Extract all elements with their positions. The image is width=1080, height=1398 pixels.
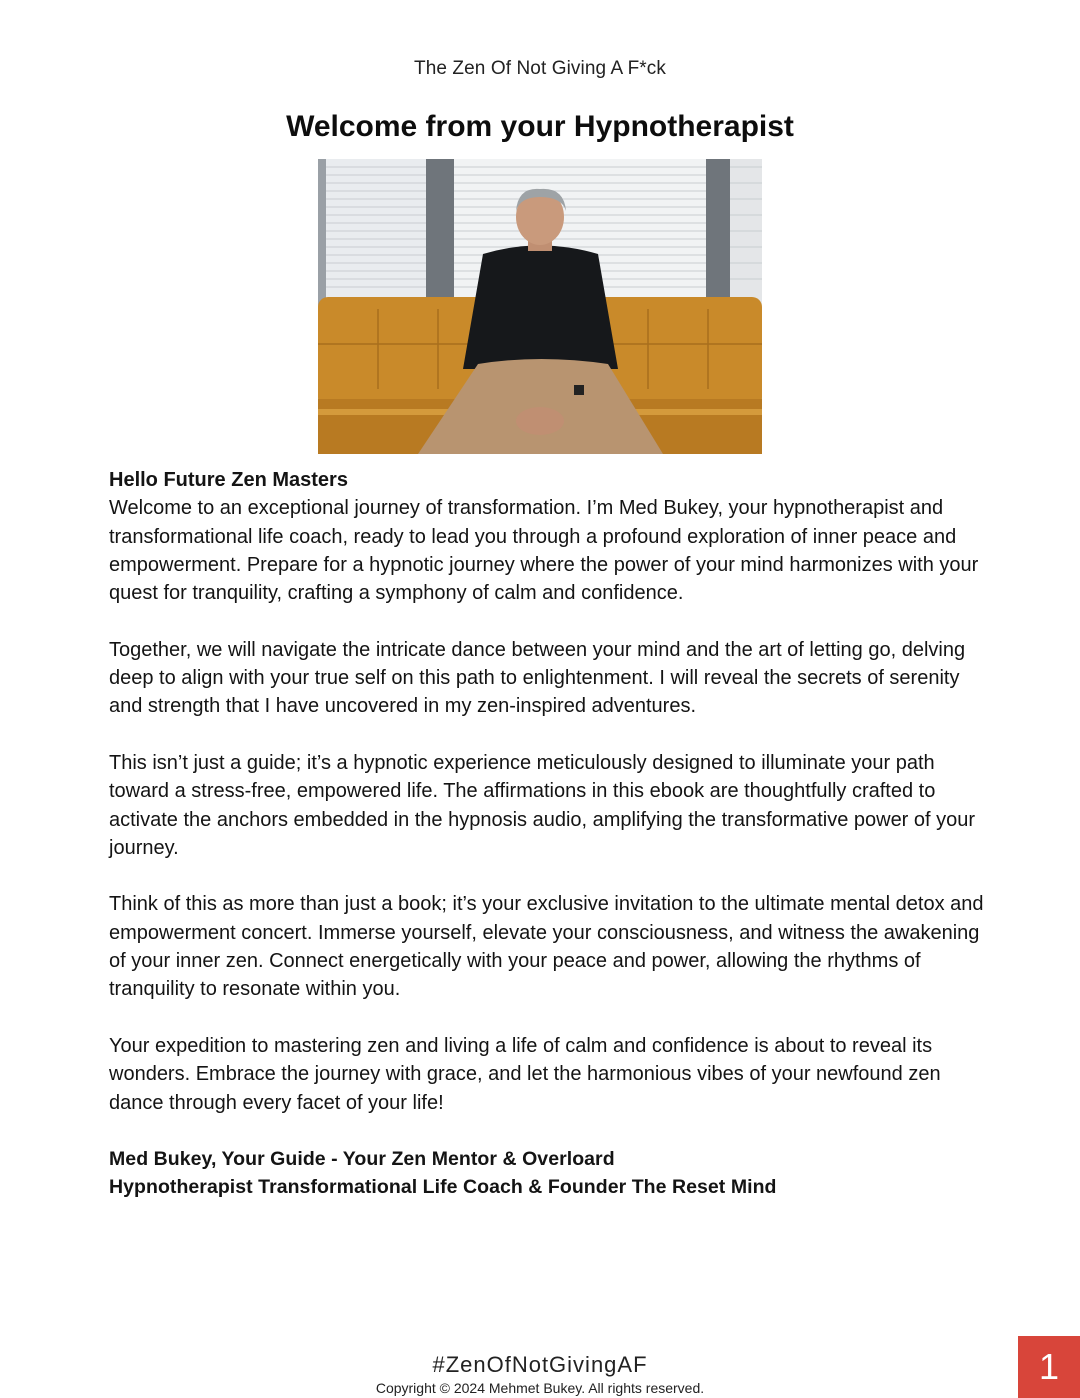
letter-paragraph-5: Your expedition to mastering zen and living a life of calm and confidence is about to reveal its wonders. Embrace the journey with grace, and let the harmonious vibes of your newfound zen dance through every facet of your life! <box>109 1034 941 1114</box>
letter-paragraph-4: Think of this as more than just a book; it’s your exclusive invitation to the ultimate mental detox and empowerment concert. Immerse yourself, elevate your consciousness, and witness the awakening of your inner zen. Connect energetically with your peace and power, allowing the rhythms of tranquility to resonate within you. <box>109 893 984 1001</box>
letter-paragraph-1: Welcome to an exceptional journey of transformation. I’m Med Bukey, your hypnotherapist and transformational life coach, ready to lead you through a profound exploration of inner peace and empowerment. Prepare for a hypnotic journey where the power of your mind harmonizes with your quest for tranquility, crafting a symphony of calm and confidence. <box>109 497 979 605</box>
portrait-photo <box>318 159 762 454</box>
signature-line-2: Hypnotherapist Transformational Life Coach & Founder The Reset Mind <box>109 1176 777 1199</box>
portrait-photo-icon <box>318 159 762 454</box>
page-title: Welcome from your Hypnotherapist <box>286 110 794 143</box>
letter-paragraph-3: This isn’t just a guide; it’s a hypnotic experience meticulously designed to illuminate your path toward a stress-free, empowered life. The affirmations in this ebook are thoughtfully crafted to activate the anchors embedded in the hypnosis audio, amplifying the transformative power of your journey. <box>109 751 976 859</box>
footer-hashtag: #ZenOfNotGivingAF <box>432 1352 648 1377</box>
letter-body <box>109 466 989 1202</box>
running-header: The Zen Of Not Giving A F*ck <box>413 58 666 79</box>
letter-greeting: Hello Future Zen Masters <box>109 469 348 491</box>
page-number-badge: 1 <box>1018 1336 1080 1398</box>
footer-copyright: Copyright © 2024 Mehmet Bukey. All rights reserved. <box>375 1380 705 1396</box>
letter-paragraph-2: Together, we will navigate the intricate dance between your mind and the art of letting go, delving deep to align with your true self on this path to enlightenment. I will reveal the secrets of serenity and strength that I have uncovered in my zen-inspired adventures. <box>109 638 966 718</box>
signature-line-1: Med Bukey, Your Guide - Your Zen Mentor & Overloard <box>109 1148 615 1171</box>
